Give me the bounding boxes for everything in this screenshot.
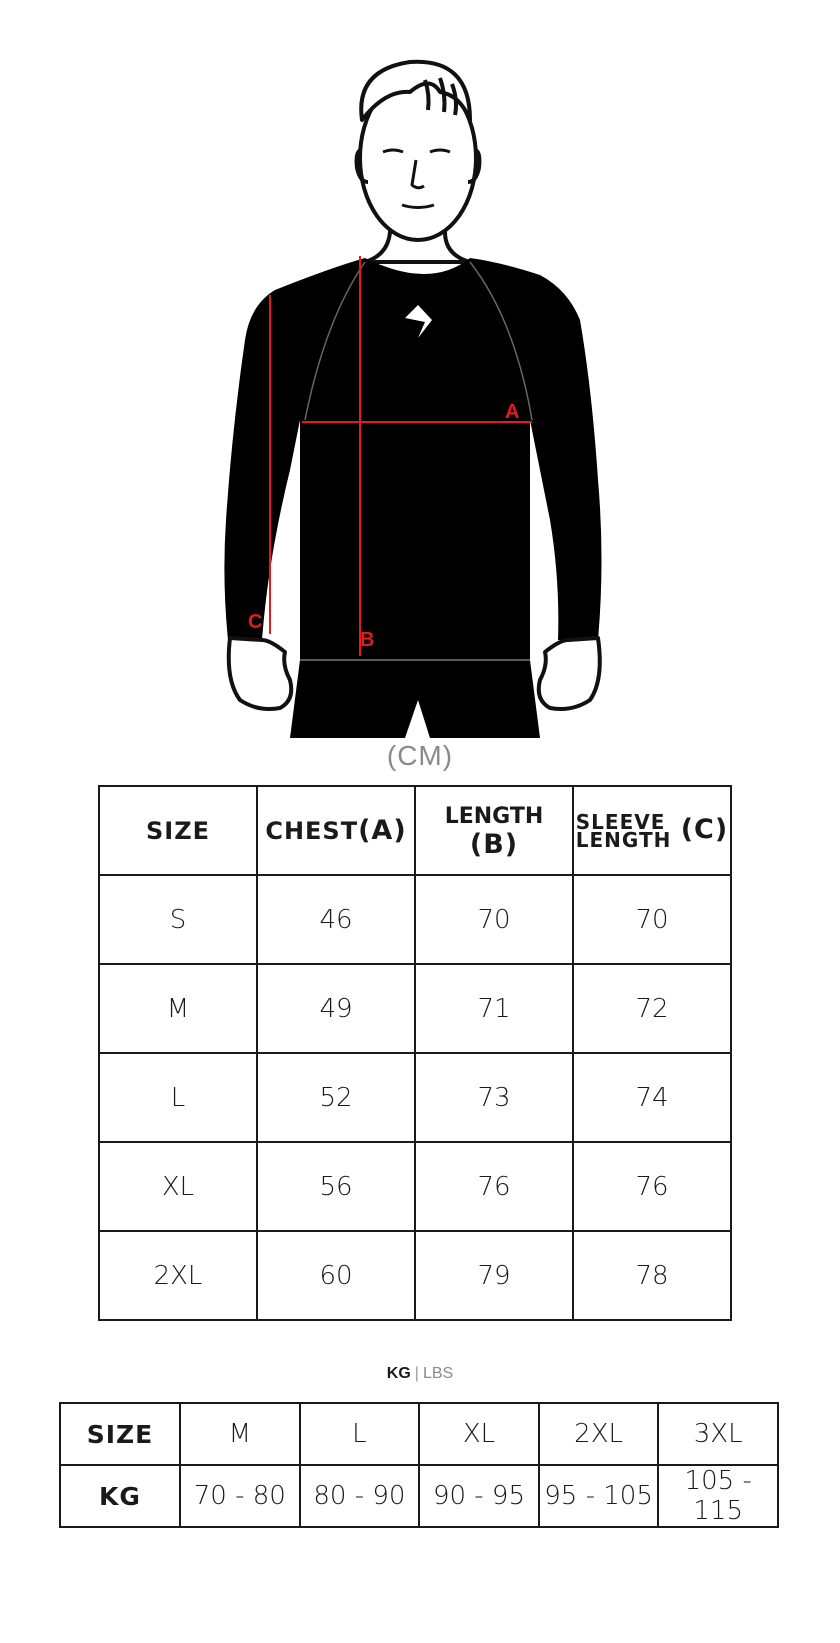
cell-length: 70 xyxy=(415,875,573,964)
marker-a: A xyxy=(505,401,520,423)
size-measurement-table xyxy=(98,785,732,1321)
weight-size-cell: XL xyxy=(419,1403,539,1465)
table-row xyxy=(99,964,731,1053)
header-chest-code: (A) xyxy=(358,815,407,846)
row-label-kg: KG xyxy=(60,1465,180,1527)
cell-size: M xyxy=(99,964,257,1053)
cell-chest: 46 xyxy=(257,875,415,964)
table-row xyxy=(99,1142,731,1231)
unit-separator: | xyxy=(414,1365,419,1382)
cell-size: L xyxy=(99,1053,257,1142)
cell-chest: 60 xyxy=(257,1231,415,1320)
cell-sleeve: 78 xyxy=(573,1231,731,1320)
header-sleeve-label xyxy=(575,809,672,852)
cell-length: 76 xyxy=(415,1142,573,1231)
table-row xyxy=(99,875,731,964)
table-header-row xyxy=(99,786,731,875)
marker-c: C xyxy=(248,611,263,633)
header-sleeve xyxy=(573,786,731,875)
weight-size-table xyxy=(59,1402,779,1528)
header-sleeve-code: (C) xyxy=(680,813,729,845)
header-chest-label: CHEST xyxy=(265,817,359,845)
cell-chest: 49 xyxy=(257,964,415,1053)
cell-size: S xyxy=(99,875,257,964)
header-size: SIZE xyxy=(99,786,257,875)
header-length-label: LENGTH xyxy=(444,804,544,829)
unit-label-cm: (CM) xyxy=(386,740,454,771)
cell-size: XL xyxy=(99,1142,257,1231)
row-label-size: SIZE xyxy=(60,1403,180,1465)
weight-size-cell: 3XL xyxy=(658,1403,778,1465)
weight-size-cell: M xyxy=(180,1403,300,1465)
unit-lbs-option[interactable]: LBS xyxy=(422,1365,454,1382)
cell-sleeve: 76 xyxy=(573,1142,731,1231)
unit-toggle xyxy=(0,1365,840,1383)
table-row xyxy=(99,1053,731,1142)
cell-size: 2XL xyxy=(99,1231,257,1320)
weight-size-row xyxy=(60,1403,778,1465)
cell-sleeve: 74 xyxy=(573,1053,731,1142)
weight-kg-row xyxy=(60,1465,778,1527)
cell-chest: 56 xyxy=(257,1142,415,1231)
weight-kg-cell: 90 - 95 xyxy=(419,1465,539,1527)
marker-b: B xyxy=(360,629,375,651)
shirt-model-illustration xyxy=(0,0,840,740)
header-length-code: (B) xyxy=(469,829,519,860)
weight-kg-cell: 105 - 115 xyxy=(658,1465,778,1527)
unit-kg-option[interactable]: KG xyxy=(386,1365,411,1382)
weight-size-cell: L xyxy=(300,1403,420,1465)
header-sleeve-line2: LENGTH xyxy=(575,827,672,852)
table-row xyxy=(99,1231,731,1320)
cell-length: 79 xyxy=(415,1231,573,1320)
weight-kg-cell: 70 - 80 xyxy=(180,1465,300,1527)
cell-chest: 52 xyxy=(257,1053,415,1142)
cell-length: 73 xyxy=(415,1053,573,1142)
header-sleeve-line1: SLEEVE xyxy=(575,809,666,834)
header-chest xyxy=(257,786,415,875)
weight-kg-cell: 80 - 90 xyxy=(300,1465,420,1527)
cell-length: 71 xyxy=(415,964,573,1053)
header-length xyxy=(415,786,573,875)
model-head xyxy=(357,62,480,262)
cell-sleeve: 70 xyxy=(573,875,731,964)
weight-size-cell: 2XL xyxy=(539,1403,659,1465)
weight-kg-cell: 95 - 105 xyxy=(539,1465,659,1527)
cell-sleeve: 72 xyxy=(573,964,731,1053)
